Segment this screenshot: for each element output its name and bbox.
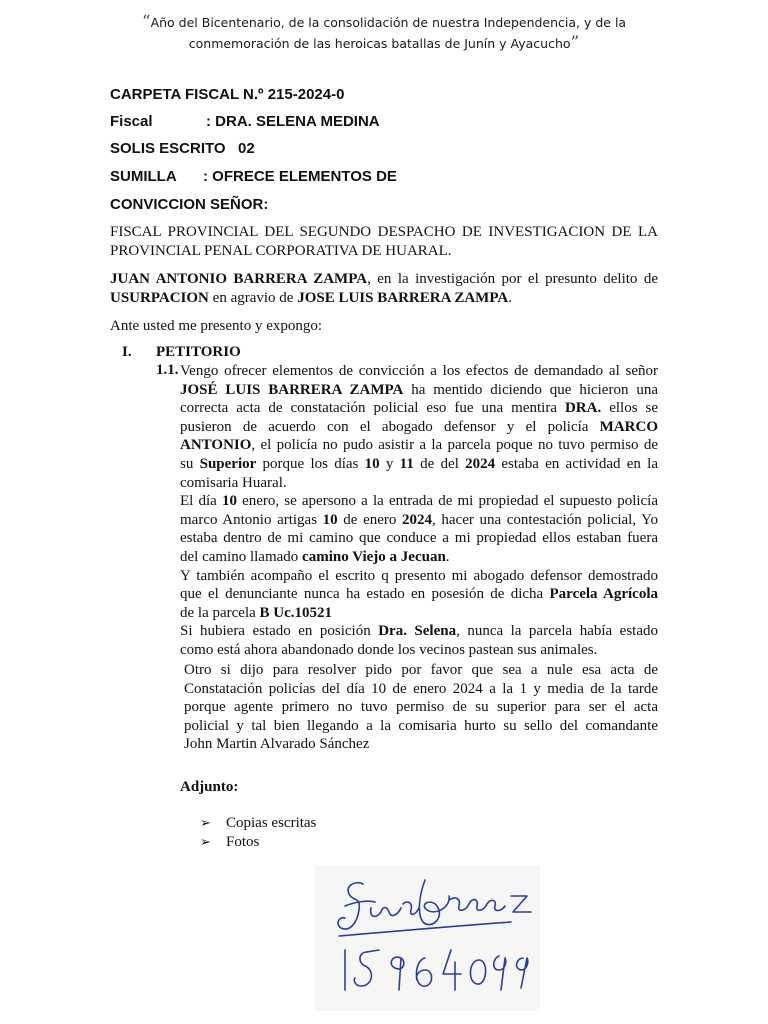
attachment-item: ➢ Fotos <box>200 833 260 850</box>
section-title: PETITORIO <box>156 344 241 360</box>
sumilla-value: : OFRECE ELEMENTOS DE <box>203 168 397 185</box>
close-quote: ” <box>570 33 580 53</box>
arrow-right-icon: ➢ <box>200 816 211 831</box>
intro-paragraph: JUAN ANTONIO BARRERA ZAMPA, en la investigación por el presunto delito de USURPACION en agravio de JOSE LUIS BARRERA ZAMPA. <box>110 271 658 306</box>
item-number: 1.1. <box>156 362 179 378</box>
escrito-row <box>110 140 255 157</box>
section-number: I. <box>122 344 132 360</box>
sumilla-row <box>110 168 397 185</box>
petitioner-name: JUAN ANTONIO BARRERA ZAMPA <box>110 271 368 287</box>
victim-name: JOSE LUIS BARRERA ZAMPA <box>297 289 509 306</box>
item-body: Vengo ofrecer elementos de convicción a los efectos de demandado al señor JOSÉ LUIS BARRERA ZAMPA ha mentido diciendo que hicieron una correcta acta de constatación policial eso fue una mentira DRA. ellos se pusieron de acuerdo con el abogado defensor y el policía MARCO ANTONIO, el policía no pudo asistir a la parcela poque no tuvo permiso de su Superior porque los días 10 y 11 de del 2024 estaba en actividad en la comisaria Huaral. El día 10 enero, se apersono a la entrada de mi propiedad el supuesto policía marco Antonio artigas 10 de enero 2024, hacer una contestación policial, Yo estaba dentro de mi camino que conduce a mi propiedad ellos estaban fuera del camino llamado camino Viejo a Jecuan. Y también acompaño el escrito q presento mi abogado defensor demostrado que el denunciante nunca ha estado en posesión de dicha Parcela Agrícola de la parcela B Uc.10521 Si hubiera estado en posición Dra. Selena, nunca la parcela había estado como está ahora abandonado donde los vecinos pastean sus animales. <box>180 363 659 658</box>
crime-name: USURPACION <box>110 289 209 306</box>
motto-line-1: “Año del Bicentenario, de la consolidación de nuestra Independencia, y de la <box>141 12 627 32</box>
presentation-line: Ante usted me presento y expongo: <box>110 318 323 334</box>
attachment-item: ➢ Copias escritas <box>200 815 317 831</box>
arrow-right-icon: ➢ <box>200 834 211 850</box>
addressee: FISCAL PROVINCIAL DEL SEGUNDO DESPACHO DE INVESTIGACION DE LA PROVINCIAL PENAL CORPORATIVA DE HUARAL. <box>110 224 658 259</box>
case-number: CARPETA FISCAL N.º 215-2024-0 <box>110 86 345 103</box>
fiscal-row <box>110 113 380 130</box>
motto-line-2: conmemoración de las heroicas batallas de Junín y Ayacucho” <box>188 33 580 53</box>
attachments-title: Adjunto: <box>180 779 239 795</box>
sumilla-label: SUMILLA <box>110 168 177 185</box>
attachments-list <box>200 815 316 852</box>
otrosi-paragraph: Otro si dijo para resolver pido por favor que sea a nule esa acta de Constatación policías del día 10 de enero 2024 a la 1 y media de la tarde porque agente primero no tuvo permiso de su superior para ser el acta policial y tal bien llegando a la comisaria hurto su sello del comandante John Martin Alvarado Sánchez <box>184 662 658 753</box>
sumilla-continuation: CONVICCION SEÑOR: <box>110 196 269 213</box>
escrito-label: SOLIS ESCRITO <box>110 140 226 157</box>
signature <box>315 866 540 1011</box>
fiscal-label: Fiscal <box>110 113 153 130</box>
open-quote: “ <box>141 12 151 32</box>
fiscal-value: : DRA. SELENA MEDINA <box>206 113 380 130</box>
escrito-value: 02 <box>238 140 255 157</box>
header-motto <box>0 12 768 54</box>
